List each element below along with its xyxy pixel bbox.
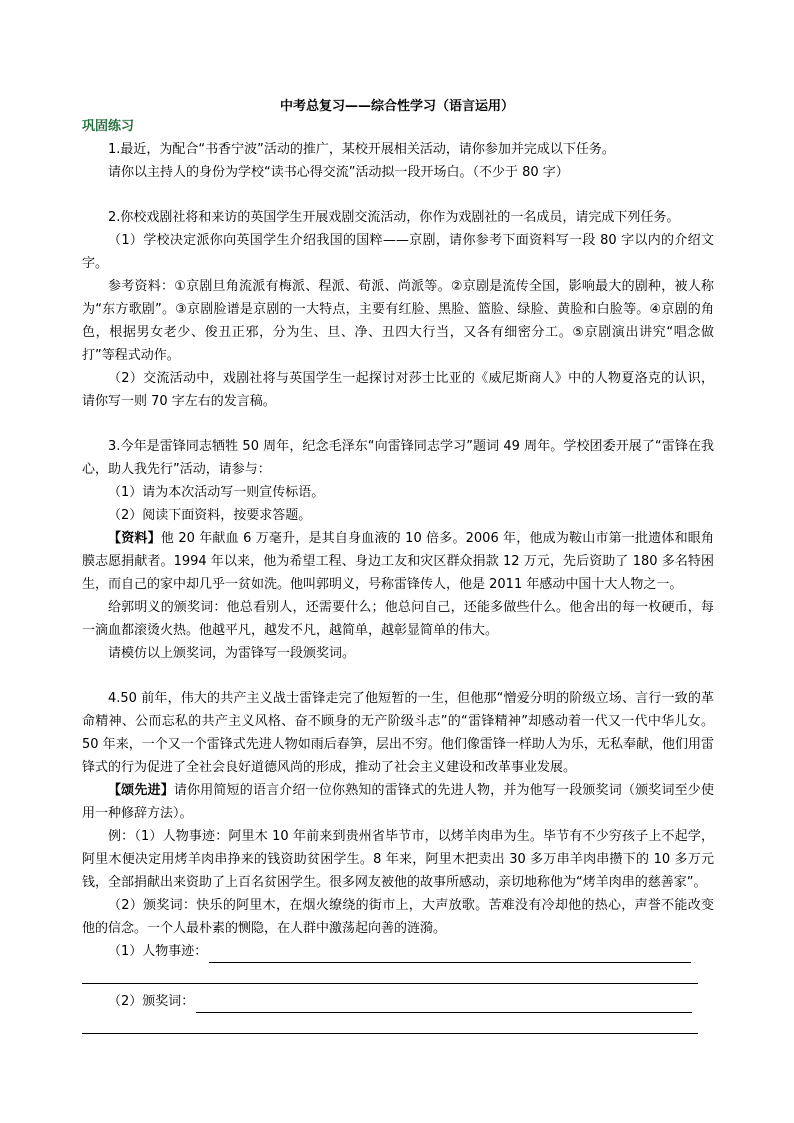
q3-task-1: （1）请为本次活动写一则宣传标语。 [108, 485, 325, 500]
blank-speech-underline[interactable] [196, 996, 692, 1013]
q1-prompt: 1.最近，为配合“书香宁波”活动的推广，某校开展相关活动，请你参加并完成以下任务。 [108, 142, 615, 157]
document-body [82, 138, 714, 1034]
q2-task-2: （2）交流活动中，戏剧社将与英国学生一起探讨对莎士比亚的《威尼斯商人》中的人物夏洛克的认识，请你写一则 70 字左右的发言稿。 [82, 371, 714, 409]
task-text: 请你用简短的语言介绍一位你熟知的雷锋式的先进人物，并为他写一段颁奖词（颁奖词至少使用一种修辞方法）。 [82, 783, 714, 821]
answer-blank-speech[interactable] [82, 990, 714, 1013]
answer-line-deeds-2[interactable] [82, 963, 698, 984]
q2-task-1: （1）学校决定派你向英国学生介绍我国的国粹——京剧，请你参考下面资料写一段 80 字以内的介绍文字。 [82, 233, 714, 271]
page-title: 中考总复习——综合性学习（语言运用） [279, 99, 514, 114]
section-label: 巩固练习 [82, 119, 135, 134]
q4-prompt: 4.50 前年，伟大的共产主义战士雷锋走完了他短暂的一生，但他那“憎爱分明的阶级立场、言行一致的革命精神、公而忘私的共产主义风格、奋不顾身的无产阶级斗志”的“雷锋精神”却感动着一代又一代中华儿女。50 年来，一个又一个雷锋式先进人物如雨后春笋，层出不穷。他们像雷锋一样助人为乐，无私奉献，他们用雷锋式的行为促进了全社会良好道德风尚的形成，推动了社会主义建设和改革事业发展。 [82, 691, 714, 775]
q3-prompt: 3.今年是雷锋同志牺牲 50 周年，纪念毛泽东“向雷锋同志学习”题词 49 周年。学校团委开展了“雷锋在我心，助人我先行”活动，请参与： [82, 439, 714, 477]
q4-task [82, 779, 714, 825]
material-text: 他 20 年献血 6 万毫升，是其自身血液的 10 倍多。2006 年，他成为鞍山市第一批遗体和眼角膜志愿捐献者。1994 年以来，他为希望工程、身边工友和灾区群众捐款 12 万元，先后资助了 180 多名特困生，而自己的家中却几乎一贫如洗。他叫郭明义，号称雷锋传人，他是 2011 年感动中国十大人物之一。 [82, 531, 714, 592]
blank-speech-label: （2）颁奖词： [108, 994, 195, 1009]
answer-blank-deeds[interactable] [82, 940, 714, 963]
blank-deeds-underline[interactable] [209, 946, 691, 963]
q3-task-2: （2）阅读下面资料，按要求答题。 [108, 508, 312, 523]
q2-prompt: 2.你校戏剧社将和来访的英国学生开展戏剧交流活动，你作为戏剧社的一名成员，请完成下列任务。 [108, 210, 680, 225]
q3-material [82, 527, 714, 596]
answer-line-speech-2[interactable] [82, 1013, 698, 1034]
q2-reference: 参考资料：①京剧旦角流派有梅派、程派、荀派、尚派等。②京剧是流传全国，影响最大的剧种，被人称为“东方歌剧”。③京剧脸谱是京剧的一大特点，主要有红脸、黑脸、篮脸、绿脸、黄脸和白脸等。④京剧的角色，根据男女老少、俊丑正邪，分为生、旦、净、丑四大行当，又各有细密分工。⑤京剧演出讲究“唱念做打”等程式动作。 [82, 279, 714, 363]
blank-deeds-label: （1）人物事迹： [108, 944, 208, 959]
material-label: 【资料】 [108, 531, 161, 546]
q3-task-3: 请模仿以上颁奖词，为雷锋写一段颁奖词。 [108, 646, 356, 661]
q4-example-speech: （2）颁奖词：快乐的阿里木，在烟火缭绕的街市上，大声放歌。苦难没有冷却他的热心，声誉不能改变他的信念。一个人最朴素的恻隐，在人群中激荡起向善的涟漪。 [82, 898, 714, 936]
task-label: 【颂先进】 [108, 783, 174, 798]
q3-award-speech: 给郭明义的颁奖词：他总看别人，还需要什么；他总问自己，还能多做些什么。他舍出的每一枚硬币，每一滴血都滚烫火热。他越平凡，越发不凡，越简单，越彰显简单的伟大。 [82, 600, 714, 638]
q4-example-deeds: 例：（1）人物事迹：阿里木 10 年前来到贵州省毕节市，以烤羊肉串为生。毕节有不少穷孩子上不起学，阿里木便决定用烤羊肉串挣来的钱资助贫困学生。8 年来，阿里木把卖出 30 多万串羊肉串攒下的 10 多万元钱，全部捐献出来资助了上百名贫困学生。很多网友被他的故事所感动，亲切地称他为“烤羊肉串的慈善家”。 [82, 829, 714, 890]
q1-task: 请你以主持人的身份为学校“读书心得交流”活动拟一段开场白。（不少于 80 字） [108, 165, 569, 180]
